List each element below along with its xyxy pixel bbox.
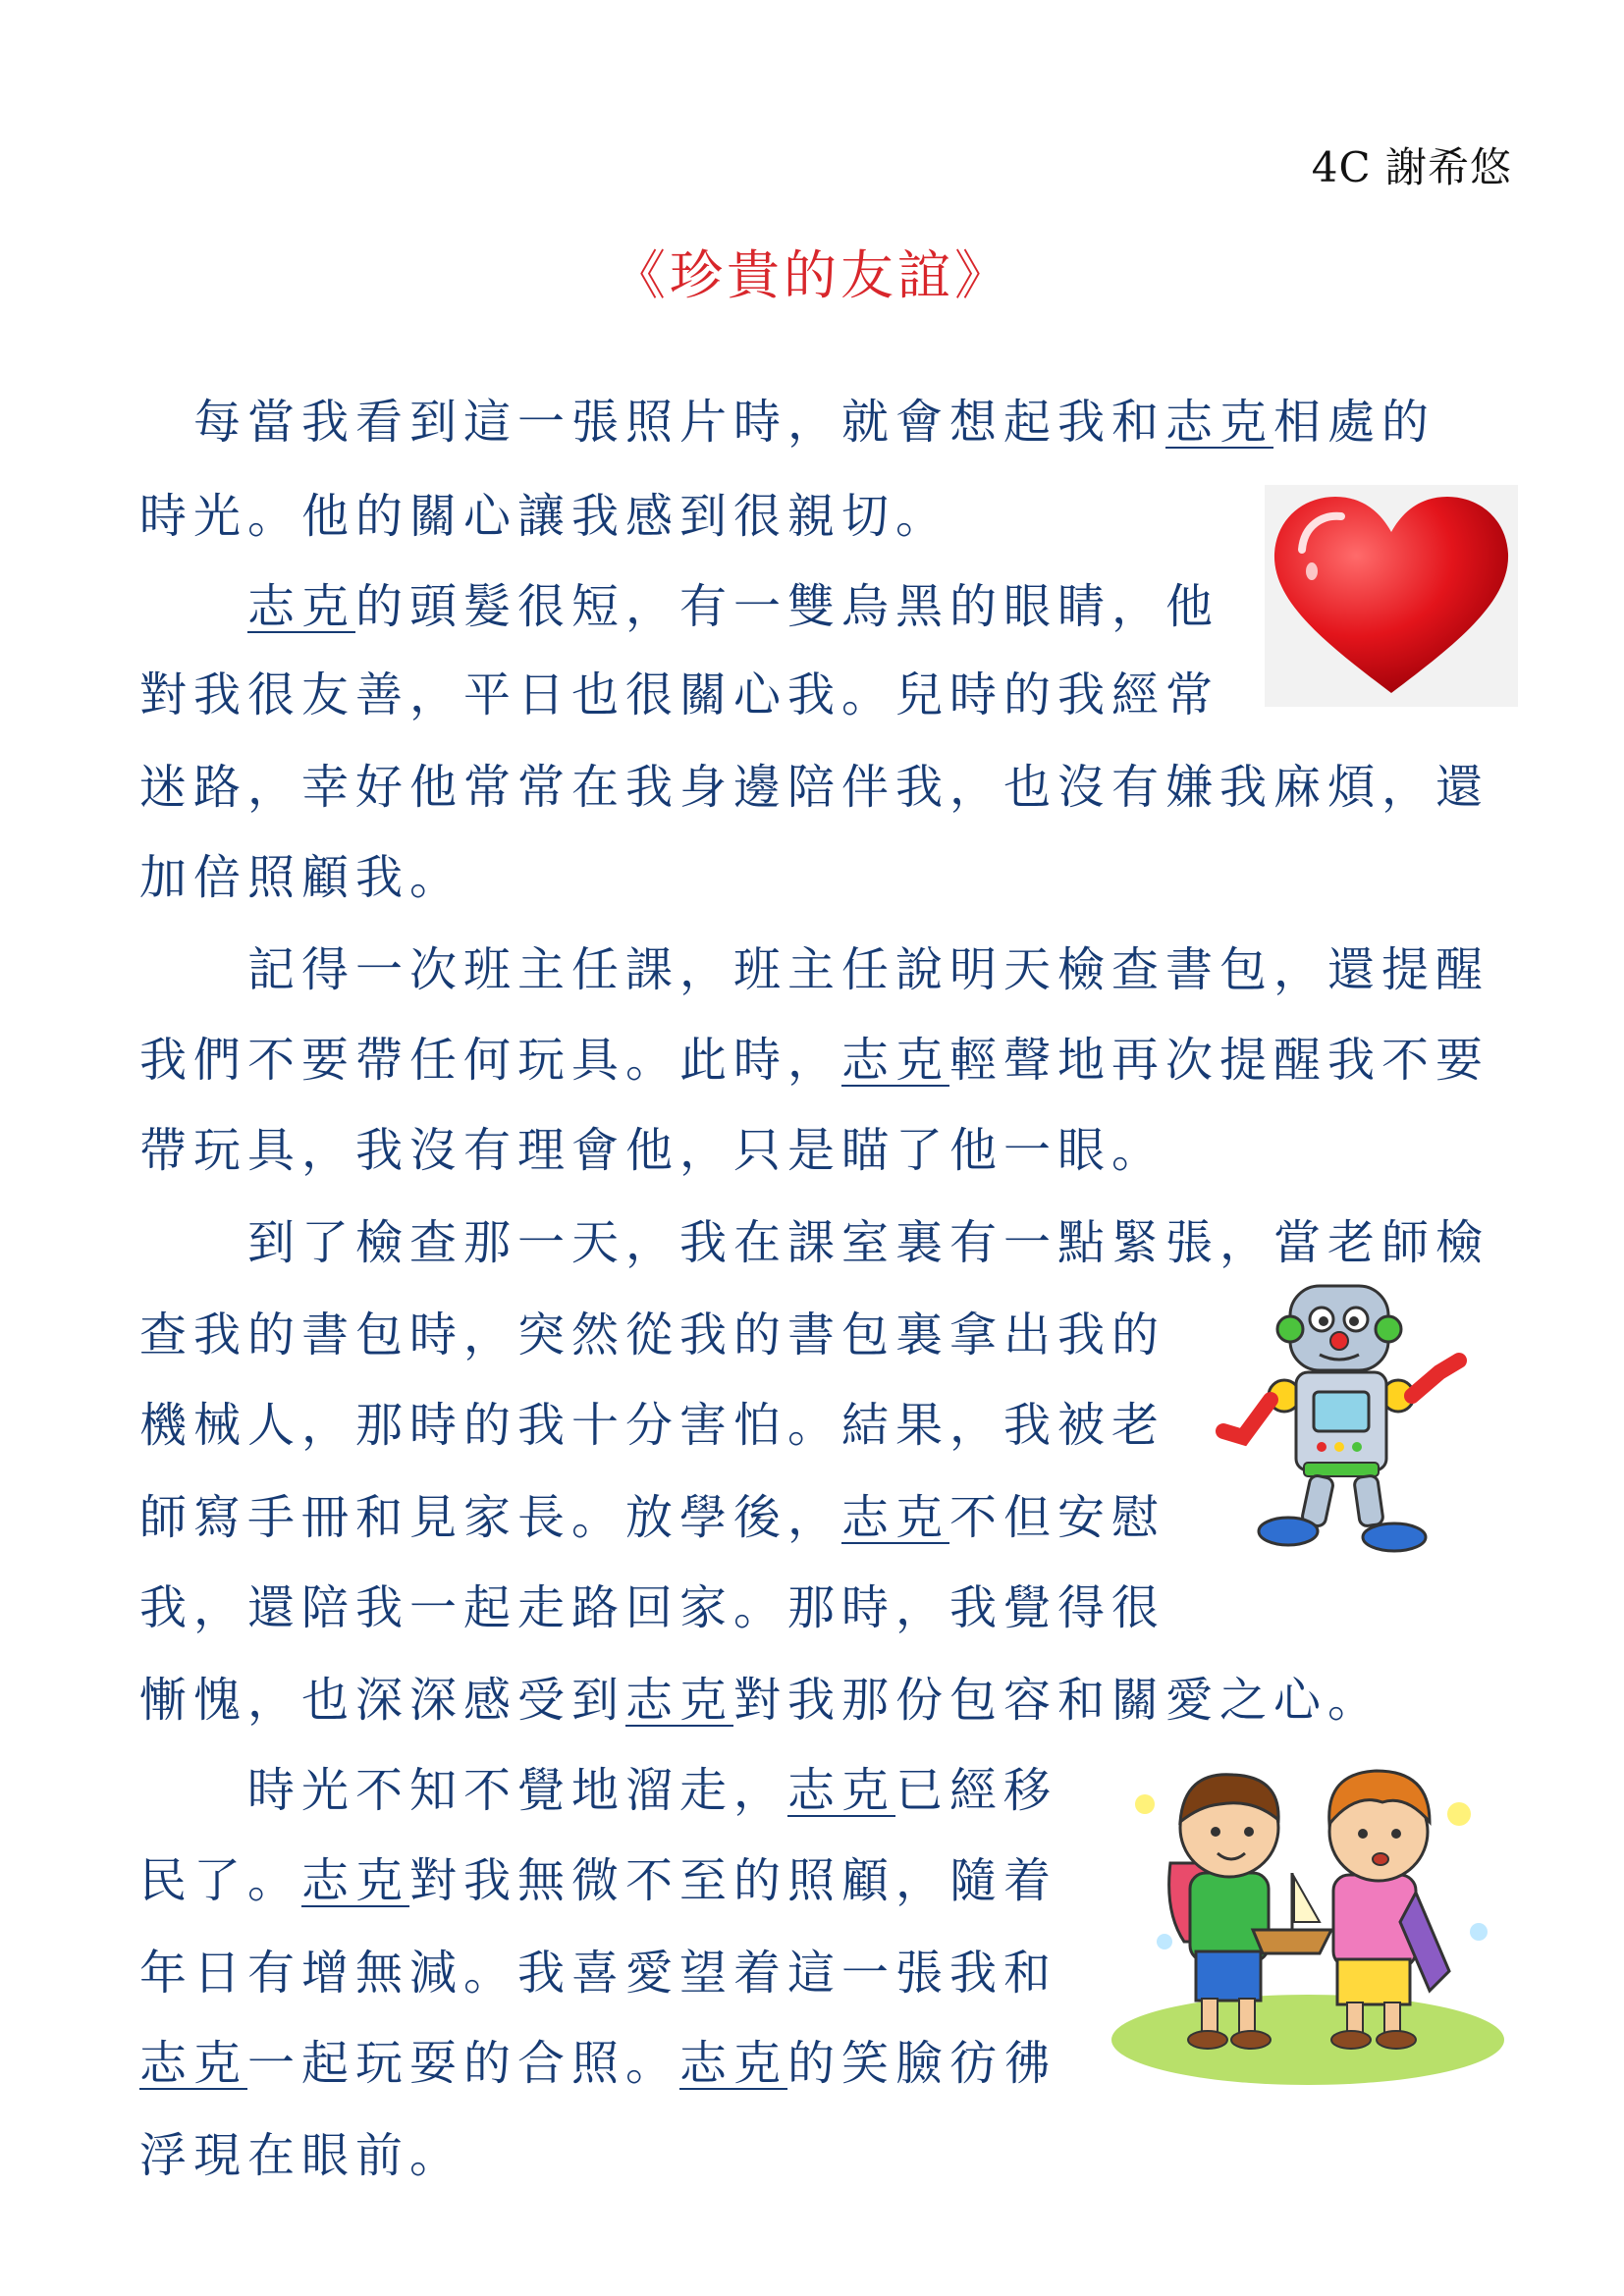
- line-text: 到了檢查那一天，我在課室裏有一點緊張，當老師檢: [139, 1215, 1490, 1270]
- line-text: 師寫手冊和見家長。放學後，: [139, 1490, 842, 1545]
- line-text: 每當我看到這一張照片時，就會想起我和: [139, 395, 1166, 450]
- essay-line: [139, 1578, 1165, 1637]
- essay-line: [139, 2034, 1057, 2093]
- essay-line: [139, 577, 1219, 636]
- line-text: 民了。: [139, 1853, 302, 1908]
- essay-title: 《珍貴的友誼》: [613, 244, 1011, 306]
- essay-line: [139, 1121, 1165, 1180]
- person-name: 志克: [1165, 395, 1274, 450]
- line-text: 查我的書包時，突然從我的書包裏拿出我的: [139, 1308, 1166, 1362]
- line-text: 已經移: [895, 1763, 1058, 1818]
- person-name: 志克: [139, 2036, 248, 2091]
- line-text: 記得一次班主任課，班主任說明天檢查書包，還提醒: [139, 942, 1490, 997]
- essay-line: [139, 1488, 1165, 1547]
- essay-line: [139, 1761, 1057, 1820]
- person-name: 志克: [301, 1853, 410, 1908]
- essay-line: [139, 1671, 1381, 1730]
- line-text: 時光不知不覺地溜走，: [139, 1763, 788, 1818]
- essay-line: [139, 666, 1219, 724]
- line-text: 的笑臉彷彿: [787, 2036, 1058, 2091]
- essay-line: [139, 1031, 1489, 1090]
- essay-line: [139, 393, 1435, 452]
- line-text: 相處的: [1273, 395, 1436, 450]
- essay-line: [139, 1213, 1489, 1272]
- essay-line: [139, 2126, 463, 2185]
- line-text: 我，還陪我一起走路回家。那時，我覺得很: [139, 1580, 1166, 1635]
- person-name: 志克: [841, 1033, 950, 1088]
- kids-illustration: [1106, 1745, 1510, 2089]
- essay-line: [139, 940, 1489, 999]
- essay-line: [139, 1306, 1165, 1364]
- line-text: [139, 579, 247, 634]
- essay-line: [139, 1944, 1057, 2002]
- line-text: 時光。他的關心讓我感到很親切。: [139, 489, 950, 544]
- line-text: 一起玩耍的合照。: [247, 2036, 680, 2091]
- essay-line: [139, 848, 463, 907]
- line-text: 年日有增無減。我喜愛望着這一張我和: [139, 1946, 1058, 2001]
- person-name: 志克: [625, 1673, 734, 1728]
- heart-illustration: [1265, 485, 1518, 707]
- person-name: 志克: [841, 1490, 950, 1545]
- line-text: 迷路，幸好他常常在我身邊陪伴我，也沒有嫌我麻煩，還: [139, 760, 1490, 815]
- line-text: 機械人，那時的我十分害怕。結果，我被老: [139, 1398, 1166, 1453]
- person-name: 志克: [679, 2036, 788, 2091]
- essay-line: [139, 487, 949, 546]
- line-text: 帶玩具，我沒有理會他，只是瞄了他一眼。: [139, 1123, 1166, 1178]
- line-text: 對我很友善，平日也很關心我。兒時的我經常: [139, 667, 1220, 722]
- person-name: 志克: [787, 1763, 896, 1818]
- line-text: 加倍照顧我。: [139, 850, 464, 905]
- essay-line: [139, 758, 1489, 817]
- line-text: 浮現在眼前。: [139, 2128, 464, 2183]
- essay-line: [139, 1396, 1165, 1455]
- author-label: 4C 謝希悠: [1311, 143, 1512, 191]
- heart-icon: [1265, 485, 1518, 707]
- line-text: 輕聲地再次提醒我不要: [949, 1033, 1490, 1088]
- line-text: 我們不要帶任何玩具。此時，: [139, 1033, 842, 1088]
- robot-icon: [1214, 1270, 1471, 1559]
- line-text: 對我無微不至的照顧，隨着: [409, 1853, 1058, 1908]
- robot-illustration: [1214, 1270, 1471, 1559]
- line-text: 的頭髮很短，有一雙烏黑的眼睛，他: [355, 579, 1220, 634]
- essay-line: [139, 1851, 1057, 1910]
- line-text: 不但安慰: [949, 1490, 1166, 1545]
- person-name: 志克: [247, 579, 356, 634]
- kids-icon: [1106, 1745, 1510, 2089]
- line-text: 對我那份包容和關愛之心。: [733, 1673, 1382, 1728]
- line-text: 慚愧，也深深感受到: [139, 1673, 626, 1728]
